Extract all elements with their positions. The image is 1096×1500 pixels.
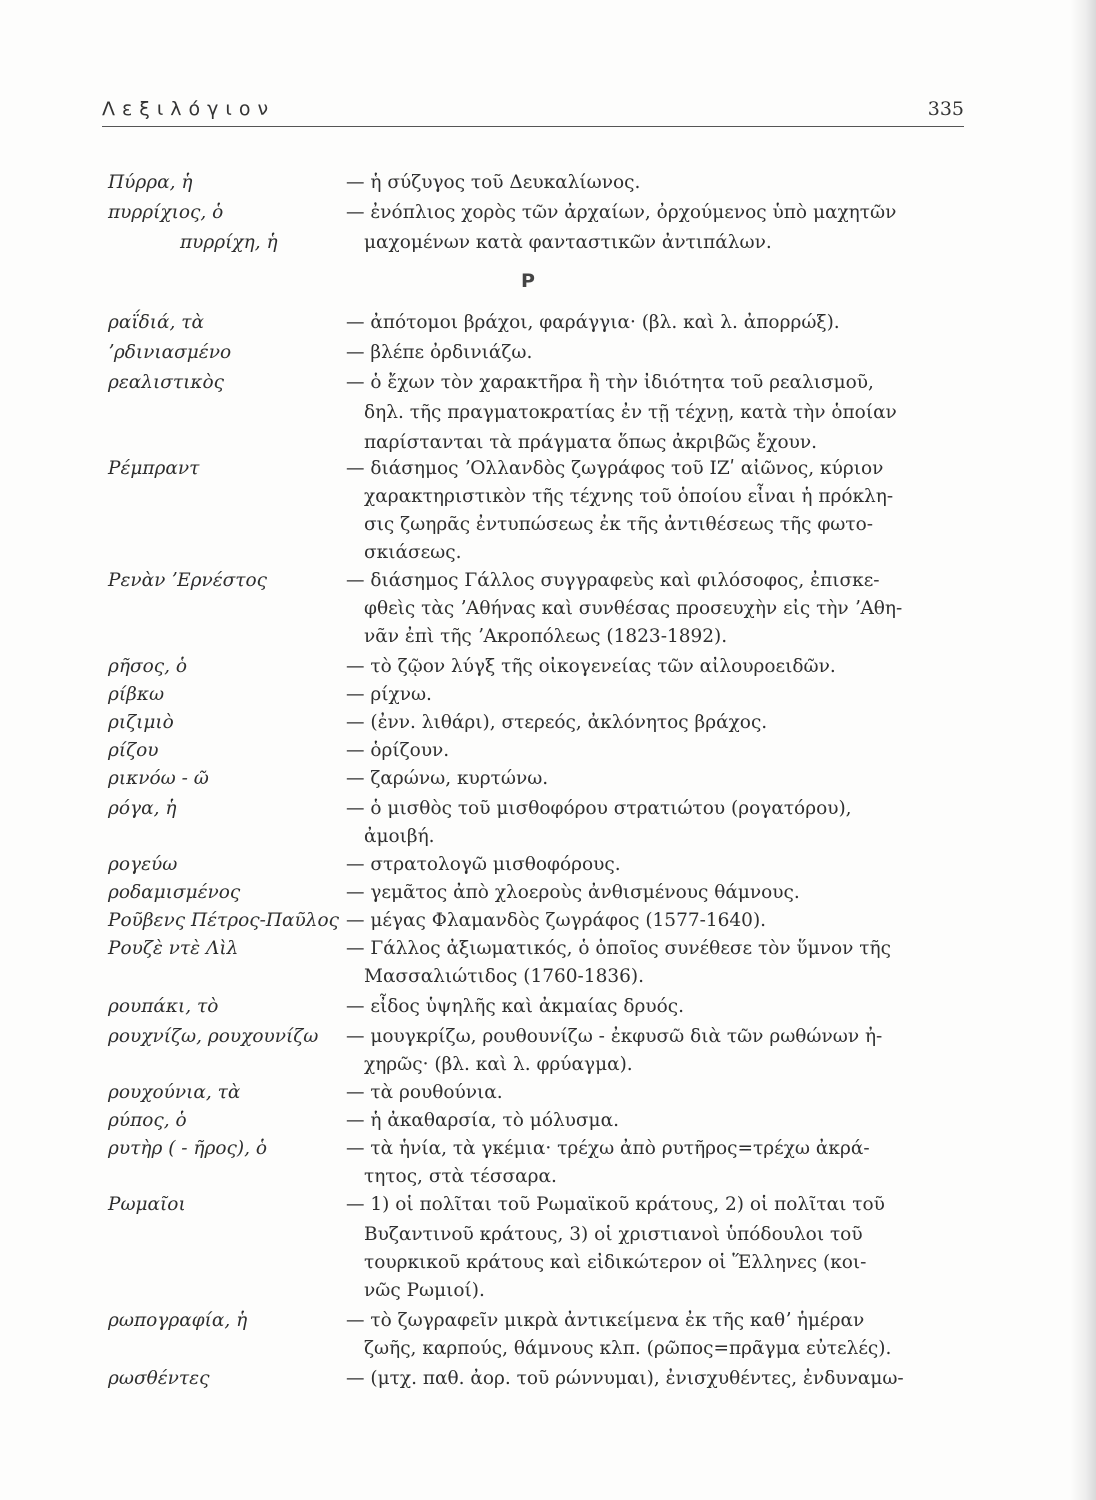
headword: ρῆσος, ὁ (108, 656, 187, 677)
entry-line (108, 764, 968, 794)
definition: — ἡ ἀκαθαρσία, τὸ μόλυσμα. (346, 1110, 619, 1131)
entry-line (108, 850, 968, 880)
headword: ριζιμιὸ (108, 712, 174, 733)
headword: ρουχούνια, τὰ (108, 1082, 241, 1103)
headword: ρουχνίζω, ρουχουνίζω (108, 1026, 319, 1047)
entry-line (108, 736, 968, 766)
definition: — 1) οἱ πολῖται τοῦ Ρωμαϊκοῦ κράτους, 2) οἱ πολῖται τοῦ (346, 1194, 885, 1215)
definition: ἀμοιβή. (364, 826, 435, 847)
entry-line (108, 1364, 968, 1394)
definition: νῶς Ρωμιοί). (364, 1280, 485, 1301)
definition: — ἐνόπλιος χορὸς τῶν ἀρχαίων, ὀρχούμενος ὑπὸ μαχητῶν (346, 202, 897, 223)
entry-line (108, 1050, 968, 1080)
entry-line (108, 454, 968, 484)
definition: Μασσαλιώτιδος (1760-1836). (364, 966, 644, 987)
definition: δηλ. τῆς πραγματοκρατίας ἐν τῇ τέχνῃ, κατὰ τὴν ὁποίαν (364, 402, 897, 423)
entry-line (108, 934, 968, 964)
headword: ρόγα, ἡ (108, 798, 177, 819)
headword: ρύπος, ὁ (108, 1110, 187, 1131)
entry-line (108, 878, 968, 908)
definition: — τὸ ζῷον λύγξ τῆς οἰκογενείας τῶν αἰλουροειδῶν. (346, 656, 836, 677)
entry-line (108, 338, 968, 368)
entry-line (108, 1220, 968, 1250)
headword: Ρέμπραντ (108, 458, 200, 479)
entry-line (108, 510, 968, 540)
headword: ρυτὴρ ( - ῆρος), ὁ (108, 1138, 268, 1159)
definition: νᾶν ἐπὶ τῆς ʼΑκροπόλεως (1823-1892). (364, 626, 728, 647)
entry-line (108, 822, 968, 852)
entry-line (108, 482, 968, 512)
definition: μαχομένων κατὰ φανταστικῶν ἀντιπάλων. (364, 232, 772, 253)
entry-line (108, 1022, 968, 1052)
definition: — (ἐνν. λιθάρι), στερεός, ἀκλόνητος βράχος. (346, 712, 768, 733)
entry-line (108, 680, 968, 710)
definition: — τὰ ἡνία, τὰ γκέμια· τρέχω ἀπὸ ρυτῆρος=τρέχω ἀκρά- (346, 1138, 870, 1159)
section-letter: Ρ (521, 270, 535, 292)
definition: σκιάσεως. (364, 542, 462, 563)
headword: πυρρίχιος, ὁ (108, 202, 224, 223)
entry-line (108, 566, 968, 596)
entry-line (108, 398, 968, 428)
entry-line (108, 1248, 968, 1278)
entry-line (108, 228, 968, 258)
definition: — στρατολογῶ μισθοφόρους. (346, 854, 621, 875)
entry-line (108, 1162, 968, 1192)
headword: Ρωμαῖοι (108, 1194, 186, 1215)
headword: ρίβκω (108, 684, 165, 705)
entry-line (108, 906, 968, 936)
definition: χαρακτηριστικὸν τῆς τέχνης τοῦ ὁποίου εἶναι ἡ πρόκλη- (364, 486, 894, 507)
entry-line (108, 1306, 968, 1336)
headword: Πύρρα, ἡ (108, 172, 193, 193)
headword: ʼρδινιασμένο (108, 342, 232, 363)
headword: ραΐδιά, τὰ (108, 312, 204, 333)
definition: παρίστανται τὰ πράγματα ὅπως ἀκριβῶς ἔχουν. (364, 432, 818, 453)
entry-line (108, 168, 968, 198)
entry-line (108, 538, 968, 568)
entry-line (108, 1276, 968, 1306)
definition: — διάσημος Γάλλος συγγραφεὺς καὶ φιλόσοφος, ἐπισκε- (346, 570, 880, 591)
headword: Ρενὰν ʼΕρνέστος (108, 570, 268, 591)
entry-line (108, 1334, 968, 1364)
headword: Ρουζὲ ντὲ Λὶλ (108, 938, 239, 959)
definition: — μουγκρίζω, ρουθουνίζω - ἐκφυσῶ διὰ τῶν ρωθώνων ἠ- (346, 1026, 883, 1047)
definition: — ἡ σύζυγος τοῦ Δευκαλίωνος. (346, 172, 641, 193)
entry-line (108, 708, 968, 738)
entry-line (108, 794, 968, 824)
definition: Βυζαντινοῦ κράτους, 3) οἱ χριστιανοὶ ὑπόδουλοι τοῦ (364, 1224, 863, 1245)
definition: — ζαρώνω, κυρτώνω. (346, 768, 549, 789)
definition: — διάσημος ʼΟλλανδὸς ζωγράφος τοῦ ΙΖʹ αἰῶνος, κύριον (346, 458, 884, 479)
headword: πυρρίχη, ἡ (180, 232, 278, 253)
headword: Ροῦβενς Πέτρος-Παῦλος (108, 910, 339, 931)
headword: ρουπάκι, τὸ (108, 996, 219, 1017)
headword: ρογεύω (108, 854, 178, 875)
entry-line (108, 962, 968, 992)
entry-line (108, 652, 968, 682)
running-head-title: Λεξιλόγιον (102, 98, 276, 120)
definition: — τὰ ρουθούνια. (346, 1082, 503, 1103)
headword: ρωσθέντες (108, 1368, 210, 1389)
definition: σις ζωηρᾶς ἐντυπώσεως ἐκ τῆς ἀντιθέσεως τῆς φωτο- (364, 514, 874, 535)
headword: ρίζου (108, 740, 159, 761)
definition: — μέγας Φλαμανδὸς ζωγράφος (1577-1640). (346, 910, 767, 931)
page-number: 335 (927, 98, 964, 120)
entry-line (108, 1106, 968, 1136)
entry-line (108, 1078, 968, 1108)
definition: — ὁ ἔχων τὸν χαρακτῆρα ἢ τὴν ἰδιότητα τοῦ ρεαλισμοῦ, (346, 372, 874, 393)
definition: — ἀπότομοι βράχοι, φαράγγια· (βλ. καὶ λ. ἀπορρώξ). (346, 312, 840, 333)
definition: — ρίχνω. (346, 684, 432, 705)
definition: — ὁρίζουν. (346, 740, 450, 761)
entry-line (108, 1134, 968, 1164)
definition: — Γάλλος ἀξιωματικός, ὁ ὁποῖος συνέθεσε τὸν ὕμνον τῆς (346, 938, 891, 959)
headword: ρικνόω - ῶ (108, 768, 209, 789)
headword: ροδαμισμένος (108, 882, 241, 903)
definition: — βλέπε ὀρδινιάζω. (346, 342, 533, 363)
definition: τητος, στὰ τέσσαρα. (364, 1166, 557, 1187)
entry-line (108, 1190, 968, 1220)
definition: φθεὶς τὰς ʼΑθήνας καὶ συνθέσας προσευχὴν εἰς τὴν ʼΑθη- (364, 598, 903, 619)
definition: — τὸ ζωγραφεῖν μικρὰ ἀντικείμενα ἐκ τῆς καθʼ ἡμέραν (346, 1310, 865, 1331)
definition: ζωῆς, καρπούς, θάμνους κλπ. (ρῶπος=πρᾶγμα εὐτελές). (364, 1338, 892, 1359)
definition: — γεμᾶτος ἀπὸ χλοεροὺς ἀνθισμένους θάμνους. (346, 882, 800, 903)
entry-line (108, 992, 968, 1022)
entry-line (108, 308, 968, 338)
entry-line (108, 368, 968, 398)
definition: τουρκικοῦ κράτους καὶ εἰδικώτερον οἱ Ἕλληνες (κοι- (364, 1252, 867, 1273)
definition: — (μτχ. παθ. ἀορ. τοῦ ρώννυμαι), ἐνισχυθέντες, ἐνδυναμω- (346, 1368, 904, 1389)
definition: χηρῶς· (βλ. καὶ λ. φρύαγμα). (364, 1054, 633, 1075)
definition: — ὁ μισθὸς τοῦ μισθοφόρου στρατιώτου (ρογατόρου), (346, 798, 852, 819)
definition: — εἶδος ὑψηλῆς καὶ ἀκμαίας δρυός. (346, 996, 685, 1017)
headword: ρωπογραφία, ἡ (108, 1310, 248, 1331)
entry-line (108, 198, 968, 228)
headword: ρεαλιστικὸς (108, 372, 225, 393)
entry-line (108, 622, 968, 652)
entry-line (108, 594, 968, 624)
